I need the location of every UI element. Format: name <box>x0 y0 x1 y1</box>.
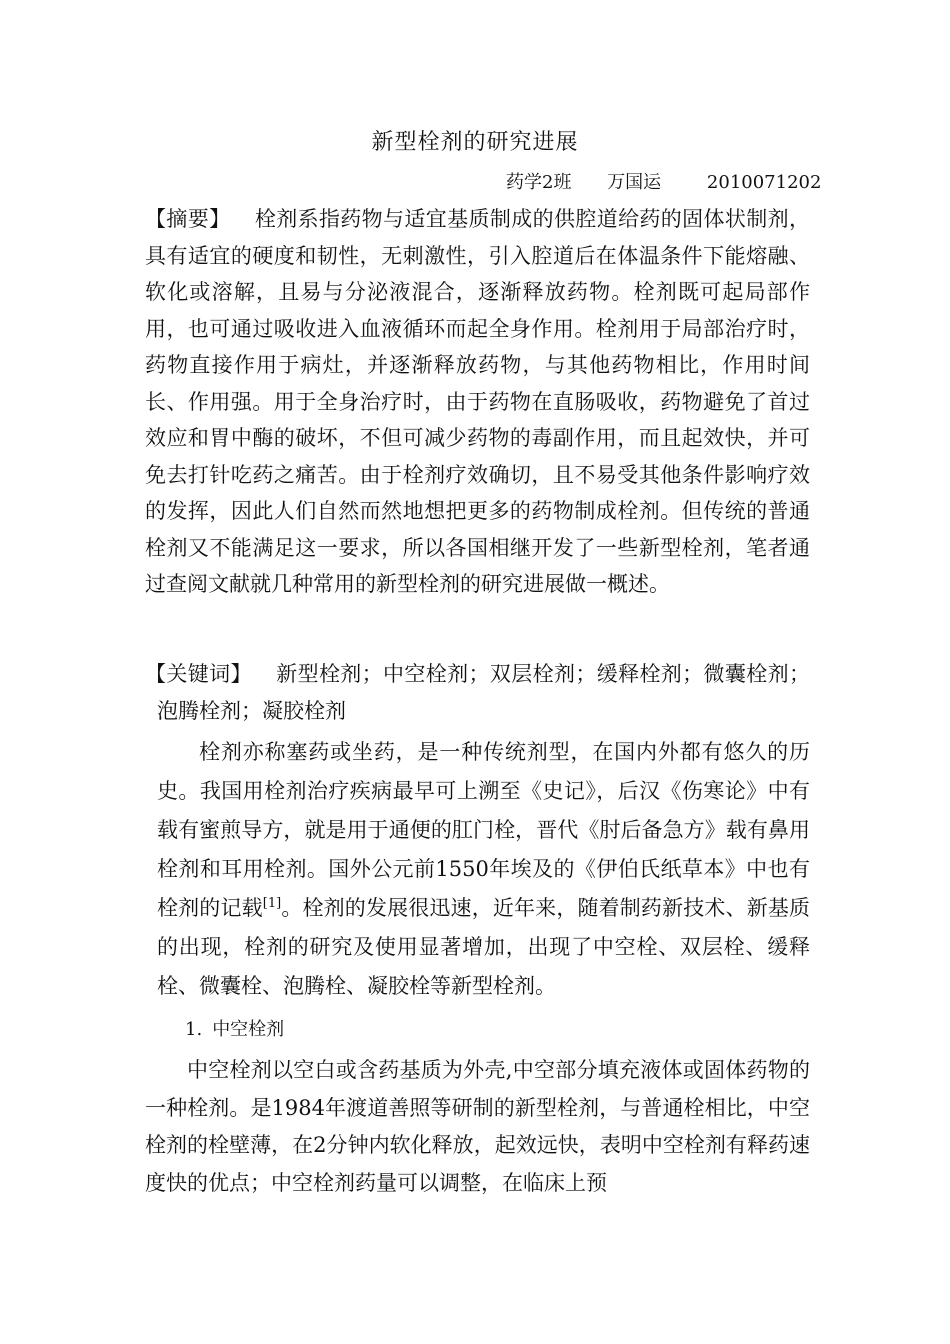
section-heading-1 <box>185 1018 284 1042</box>
intro-text-part2: 。栓剂的发展很迅速，近年来，随着制药新技术、新基质的出现，栓剂的研究及使用显著增加，出现了中空栓、双层栓、缓释栓、微囊栓、泡腾栓、凝胶栓等新型栓剂。 <box>157 896 811 998</box>
page-title: 新型栓剂的研究进展 <box>371 130 579 155</box>
section-1-paragraph: 中空栓剂以空白或含药基质为外壳,中空部分填充液体或固体药物的一种栓剂。是1984年渡道善照等研制的新型栓剂，与普通栓相比，中空栓剂的栓壁薄，在2分钟内软化释放，起效远快，表明中空栓剂有释药速度快的优点；中空栓剂药量可以调整，在临床上预 <box>145 1058 810 1195</box>
abstract-paragraph <box>145 201 810 603</box>
keywords-text: 新型栓剂；中空栓剂；双层栓剂；缓释栓剂；微囊栓剂；泡腾栓剂；凝胶栓剂 <box>157 662 811 723</box>
abstract-label: 【摘要】 <box>145 207 231 231</box>
keywords-label: 【关键词】 <box>145 662 252 686</box>
intro-paragraph <box>157 733 810 1006</box>
abstract-text: 栓剂系指药物与适宜基质制成的供腔道给药的固体状制剂，具有适宜的硬度和韧性，无刺激性，引入腔道后在体温条件下能熔融、软化或溶解，且易与分泌液混合，逐渐释放药物。栓剂既可起局部作用，也可通过吸收进入血液循环而起全身作用。栓剂用于局部治疗时，药物直接作用于病灶，并逐渐释放药物，与其他药物相比，作用时间长、作用强。用于全身治疗时，由于药物在直肠吸收，药物避免了首过效应和胃中酶的破坏，不但可减少药物的毒副作用，而且起效快，并可免去打针吃药之痛苦。由于栓剂疗效确切，且不易受其他条件影响疗效的发挥，因此人们自然而然地想把更多的药物制成栓剂。但传统的普通栓剂又不能满足这一要求，所以各国相继开发了一些新型栓剂，笔者通过查阅文献就几种常用的新型栓剂的研究进展做一概述。 <box>145 207 810 596</box>
author-class: 药学2班 <box>506 172 572 193</box>
keywords-paragraph <box>145 656 810 729</box>
author-line <box>506 171 821 195</box>
section-number: 1. <box>185 1019 203 1040</box>
intro-text-part1: 栓剂亦称塞药或坐药，是一种传统剂型，在国内外都有悠久的历史。我国用栓剂治疗疾病最早可上溯至《史记》，后汉《伤寒论》中有载有蜜煎导方，就是用于通便的肛门栓，晋代《肘后备急方》载有鼻用栓剂和耳用栓剂。国外公元前1550年埃及的《伊伯氏纸草本》中也有栓剂的记载 <box>157 740 810 920</box>
author-student-id: 2010071202 <box>706 172 822 193</box>
section-title: 中空栓剂 <box>212 1019 285 1040</box>
author-name: 万国运 <box>607 172 662 193</box>
citation-ref: [1] <box>262 896 282 911</box>
